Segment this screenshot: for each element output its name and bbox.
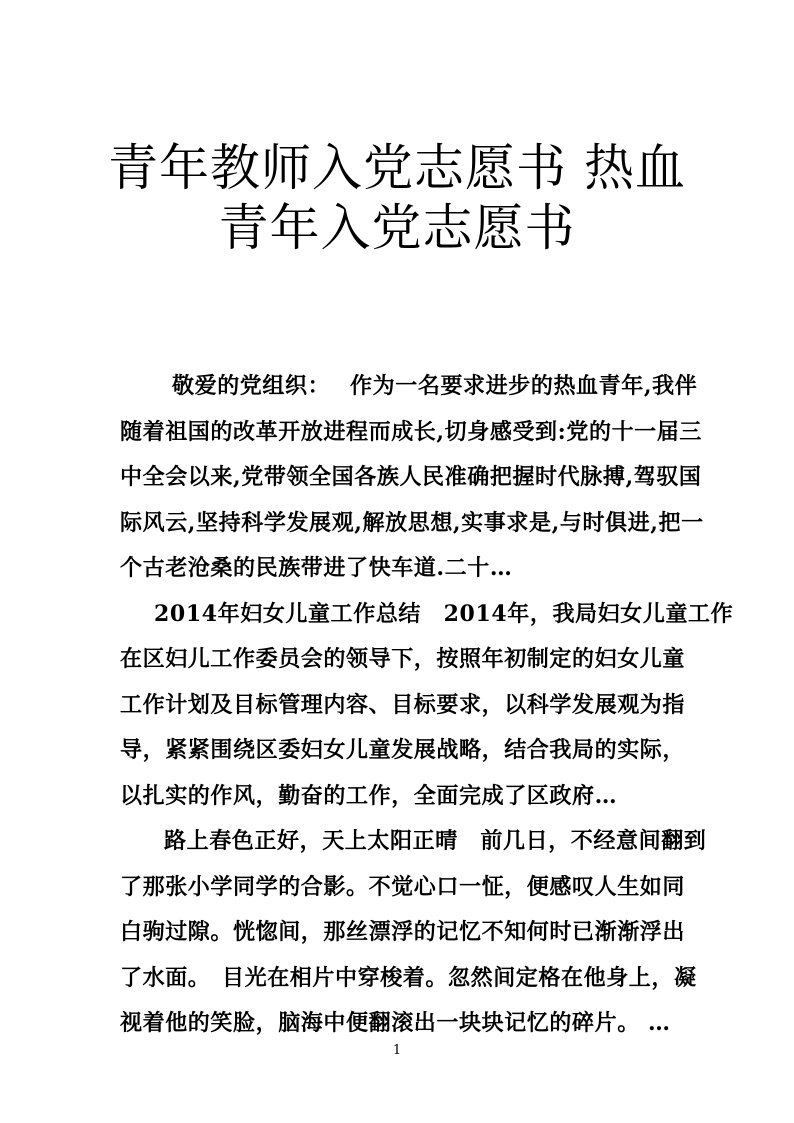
text-line: 视着他的笑脸，脑海中便翻滚出一块块记忆的碎片。 …	[120, 1010, 671, 1036]
page-number: 1	[392, 1043, 402, 1058]
document-body	[120, 364, 734, 1047]
text-line: 际风云,坚持科学发展观,解放思想,实事求是,与时俱进,把一	[120, 509, 704, 536]
text-line: 路上春色正好，天上太阳正晴 前几日，不经意间翻到	[164, 828, 707, 854]
paragraph-memory-essay	[120, 819, 707, 1047]
title-line-1: 青年教师入党志愿书 热血	[108, 139, 686, 197]
text-line: 以扎实的作风，勤奋的工作，全面完成了区政府…	[120, 782, 618, 809]
text-line: 2014年妇女儿童工作总结 2014年，我局妇女儿童工作	[154, 600, 734, 627]
text-line: 了水面。 目光在相片中穿梭着。忽然间定格在他身上，凝	[120, 964, 697, 991]
text-line: 敬爱的党组织： 作为一名要求进步的热血青年,我伴	[172, 373, 698, 399]
text-line: 白驹过隙。恍惚间，那丝漂浮的记忆不知何时已渐渐浮出	[120, 919, 686, 945]
text-line: 在区妇儿工作委员会的领导下，按照年初制定的妇女儿童	[120, 646, 686, 672]
title-line-2: 青年入党志愿书	[218, 199, 576, 257]
text-line: 导，紧紧围绕区委妇女儿童发展战略，结合我局的实际，	[120, 737, 686, 763]
text-line: 工作计划及目标管理内容、目标要求，以科学发展观为指	[120, 691, 686, 718]
paragraph-party-application	[120, 364, 704, 592]
paragraph-work-summary	[120, 592, 734, 820]
text-line: 中全会以来,党带领全国各族人民准确把握时代脉搏,驾驭国	[120, 464, 702, 490]
text-line: 了那张小学同学的合影。不觉心口一怔，便感叹人生如同	[120, 873, 686, 900]
text-line: 随着祖国的改革开放进程而成长,切身感受到:党的十一届三	[120, 418, 702, 445]
document-title	[80, 138, 714, 258]
text-line: 个古老沧桑的民族带进了快车道.二十…	[120, 555, 513, 581]
